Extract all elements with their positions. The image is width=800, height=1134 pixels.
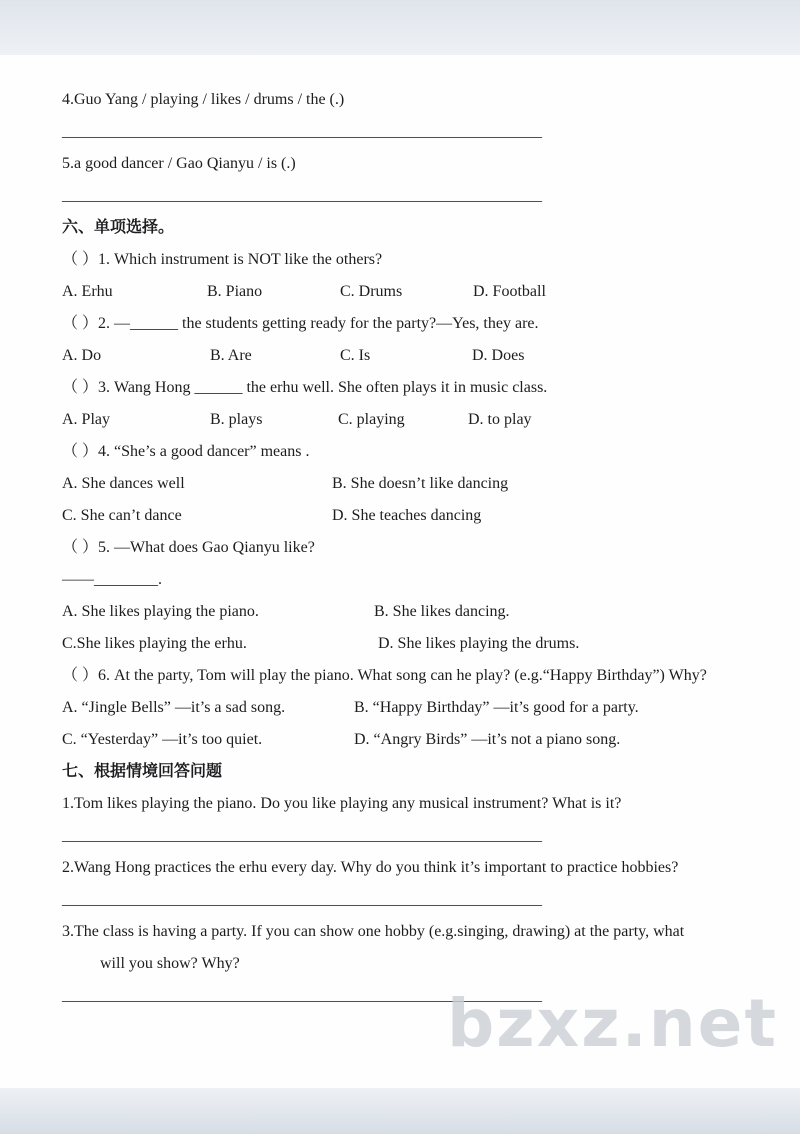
option-item: B. plays: [210, 411, 263, 428]
top-margin-band: [0, 0, 800, 55]
sentence-line: （ ）6. At the party, Tom will play the piano. What song can he play? (e.g.“Happy Birthday”) Why?: [62, 667, 707, 684]
option-item: A. She dances well: [62, 475, 185, 492]
sentence-line: will you show? Why?: [100, 955, 240, 972]
sentence-line: ——________.: [62, 571, 162, 588]
options-row: [62, 340, 770, 372]
bottom-margin-band: [0, 1088, 800, 1134]
options-row: [62, 724, 770, 756]
option-item: C.She likes playing the erhu.: [62, 635, 247, 652]
option-item: A. She likes playing the piano.: [62, 603, 259, 620]
option-item: B. Piano: [207, 283, 263, 300]
watermark: bzxz.net: [446, 985, 778, 1062]
option-item: D. Football: [473, 283, 546, 300]
option-item: D. “Angry Birds” —it’s not a piano song.: [354, 731, 621, 748]
sentence-line: （ ）3. Wang Hong ______ the erhu well. She often plays it in music class.: [62, 379, 548, 396]
options-row: [62, 692, 770, 724]
sentence-line: （ ）2. —______ the students getting ready for the party?—Yes, they are.: [62, 315, 539, 332]
sentence-line: 2.Wang Hong practices the erhu every day. Why do you think it’s important to practice hobbies?: [62, 859, 679, 876]
options-row: [62, 596, 770, 628]
sentence-line: （ ）4. “She’s a good dancer” means .: [62, 443, 310, 460]
option-item: C. Is: [340, 347, 371, 364]
sentence-line: 3.The class is having a party. If you can show one hobby (e.g.singing, drawing) at the party, what: [62, 923, 685, 940]
option-item: D. Does: [472, 347, 525, 364]
answer-blank-line: ____________________________________________________________: [62, 987, 542, 1004]
option-item: C. playing: [338, 411, 405, 428]
options-row: [62, 468, 770, 500]
answer-blank-line: ____________________________________________________________: [62, 123, 542, 140]
option-item: B. She doesn’t like dancing: [332, 475, 509, 492]
option-item: B. “Happy Birthday” —it’s good for a party.: [354, 699, 639, 716]
answer-blank-line: ____________________________________________________________: [62, 891, 542, 908]
section-heading: 七、根据情境回答问题: [62, 763, 223, 780]
option-item: B. Are: [210, 347, 252, 364]
section-heading: 六、单项选择。: [62, 219, 175, 236]
option-item: A. Erhu: [62, 283, 113, 300]
sentence-line: 4.Guo Yang / playing / likes / drums / the (.): [62, 91, 345, 108]
answer-blank-line: ____________________________________________________________: [62, 827, 542, 844]
options-row: [62, 404, 770, 436]
option-item: A. Do: [62, 347, 102, 364]
options-row: [62, 628, 770, 660]
sentence-line: （ ）5. —What does Gao Qianyu like?: [62, 539, 315, 556]
option-item: D. She likes playing the drums.: [378, 635, 580, 652]
option-item: A. Play: [62, 411, 110, 428]
options-row: [62, 276, 770, 308]
option-item: D. She teaches dancing: [332, 507, 482, 524]
sentence-line: 1.Tom likes playing the piano. Do you like playing any musical instrument? What is it?: [62, 795, 622, 812]
option-item: C. “Yesterday” —it’s too quiet.: [62, 731, 263, 748]
option-item: A. “Jingle Bells” —it’s a sad song.: [62, 699, 286, 716]
option-item: C. Drums: [340, 283, 403, 300]
document-body: [62, 84, 770, 1012]
options-row: [62, 500, 770, 532]
sentence-line: 5.a good dancer / Gao Qianyu / is (.): [62, 155, 296, 172]
option-item: B. She likes dancing.: [374, 603, 510, 620]
option-item: C. She can’t dance: [62, 507, 182, 524]
option-item: D. to play: [468, 411, 532, 428]
sentence-line: （ ）1. Which instrument is NOT like the others?: [62, 251, 383, 268]
answer-blank-line: ____________________________________________________________: [62, 187, 542, 204]
